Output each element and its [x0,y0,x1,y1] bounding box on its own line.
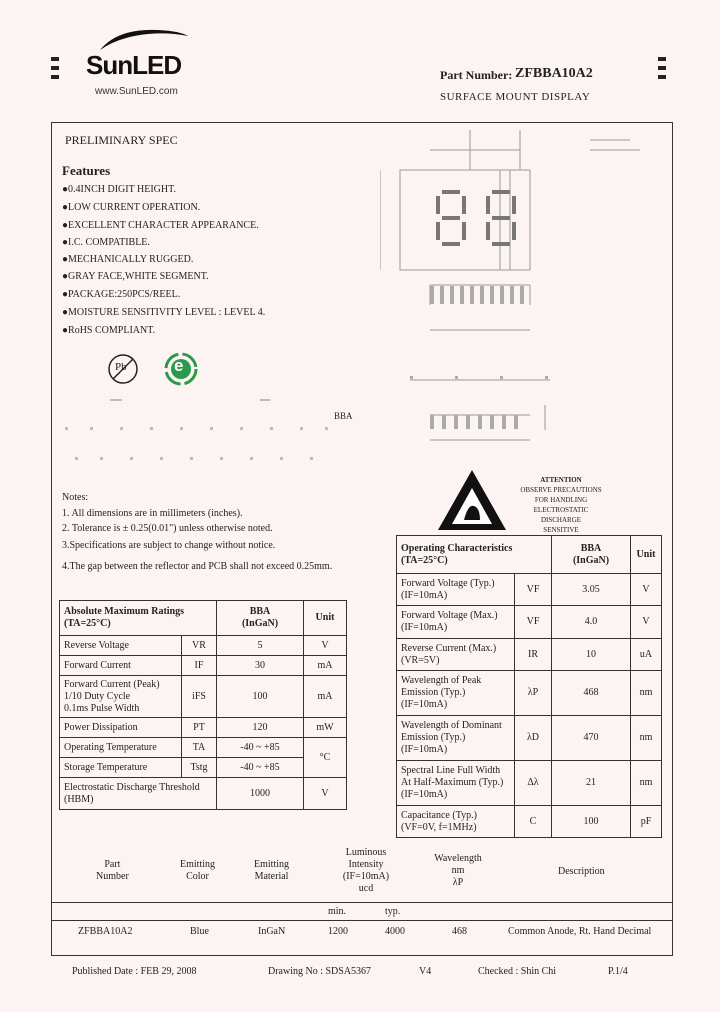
table-row: Reverse Voltage VR 5 V [60,636,347,656]
table-row: Forward Voltage (Typ.) (IF=10mA) VF 3.05 V [397,574,662,606]
hdr-luminous: Luminous Intensity (IF=10mA) ucd [342,847,390,894]
abs-max-table [59,600,347,810]
col-unit: Unit [631,536,662,574]
row-material: InGaN [258,926,286,937]
row-typ: 4000 [385,926,405,937]
part-number: ZFBBA10A2 [515,66,593,81]
hdr-min: min. [328,906,347,917]
notes-heading: Notes: [62,492,89,503]
schematic-label: BBA [334,411,353,421]
feature-item: ●GRAY FACE,WHITE SEGMENT. [62,271,209,282]
table-row: Wavelength of Dominant Emission (Typ.) (IF=10mA) λD 470 nm [397,716,662,761]
corner-mark [658,66,666,70]
feature-item: ●0.4INCH DIGIT HEIGHT. [62,184,176,195]
footer-published: Published Date : FEB 29, 2008 [72,966,197,977]
hdr-typ: typ. [385,906,401,917]
footer-page: P.1/4 [608,966,628,977]
table-row: Forward Voltage (Max.) (IF=10mA) VF 4.0 V [397,606,662,639]
attention-line: ELECTROSTATIC [533,506,589,514]
e-label: e [174,356,184,375]
feature-item: ●LOW CURRENT OPERATION. [62,202,201,213]
dimension-drawing [380,130,670,460]
esd-warning-icon [436,468,508,532]
table-row: Capacitance (Typ.) (VF=0V, f=1MHz) C 100 pF [397,806,662,838]
op-char-title: Operating Characteristics (TA=25°C) [397,536,552,574]
pin-schematic [60,395,350,470]
note-item: 2. Tolerance is ± 0.25(0.01") unless otherwise noted. [62,523,273,534]
corner-mark [51,75,59,79]
part-number-label: Part Number: [440,68,513,82]
website-link[interactable]: www.SunLED.com [95,86,178,97]
note-item: 4.The gap between the reflector and PCB shall not exceed 0.25mm. [62,561,333,572]
product-subtitle: SURFACE MOUNT DISPLAY [440,91,591,103]
abs-max-title: Absolute Maximum Ratings (TA=25°C) [60,601,217,636]
corner-mark [51,57,59,61]
hdr-wavelength: Wavelength nm λP [434,853,482,888]
logo: SunLED [86,50,182,80]
features-heading: Features [62,163,111,178]
divider [51,920,672,921]
attention-text [514,475,608,535]
feature-item: ●PACKAGE:250PCS/REEL. [62,289,181,300]
note-item: 1. All dimensions are in millimeters (inches). [62,508,243,519]
op-char-table [396,535,662,838]
row-wavelength: 468 [452,926,467,937]
table-row: Operating Temperature TA -40 ~ +85 °C [60,738,347,758]
corner-mark [658,57,666,61]
feature-item: ●MOISTURE SENSITIVITY LEVEL : LEVEL 4. [62,307,266,318]
feature-item: ●I.C. COMPATIBLE. [62,237,150,248]
table-row: Wavelength of Peak Emission (Typ.) (IF=10mA) λP 468 nm [397,671,662,716]
corner-mark [51,66,59,70]
note-item: 3.Specifications are subject to change without notice. [62,540,276,551]
feature-item: ●MECHANICALLY RUGGED. [62,254,194,265]
table-row: Spectral Line Full Width At Half-Maximum (Typ.) (IF=10mA) Δλ 21 nm [397,761,662,806]
divider [51,902,672,903]
hdr-material: Emitting Material [254,859,289,882]
row-color: Blue [190,926,209,937]
col-bba: BBA (InGaN) [552,536,631,574]
footer-drawing: Drawing No : SDSA5367 [268,966,372,977]
table-row: Forward Current IF 30 mA [60,656,347,676]
spec-title: PRELIMINARY SPEC [65,133,178,147]
row-part: ZFBBA10A2 [78,926,133,937]
attention-line: ATTENTION [540,476,582,484]
table-row: Reverse Current (Max.) (VR=5V) IR 10 uA [397,639,662,671]
hdr-part: Part Number [96,859,129,882]
row-min: 1200 [328,926,348,937]
col-unit: Unit [304,601,347,636]
table-row: Electrostatic Discharge Threshold (HBM) 1000 V [60,778,347,810]
col-bba: BBA (InGaN) [217,601,304,636]
attention-line: DISCHARGE [540,516,582,524]
corner-mark [658,75,666,79]
row-description: Common Anode, Rt. Hand Decimal [508,926,652,937]
pb-label: Pb [115,361,127,373]
attention-line: SENSITIVE [543,526,579,534]
table-row: Power Dissipation PT 120 mW [60,718,347,738]
hdr-description: Description [558,866,605,877]
table-row: Storage Temperature Tstg -40 ~ +85 [60,758,347,778]
feature-item: ●RoHS COMPLIANT. [62,325,156,336]
footer-checked: Checked : Shin Chi [478,966,557,977]
logo-swoosh-icon [98,26,190,52]
attention-line: FOR HANDLING [534,496,588,504]
feature-item: ●EXCELLENT CHARACTER APPEARANCE. [62,220,259,231]
table-row: Forward Current (Peak) 1/10 Duty Cycle 0.1ms Pulse Width iFS 100 mA [60,676,347,718]
footer-version: V4 [419,966,432,977]
attention-line: OBSERVE PRECAUTIONS [520,486,602,494]
hdr-color: Emitting Color [180,859,215,882]
